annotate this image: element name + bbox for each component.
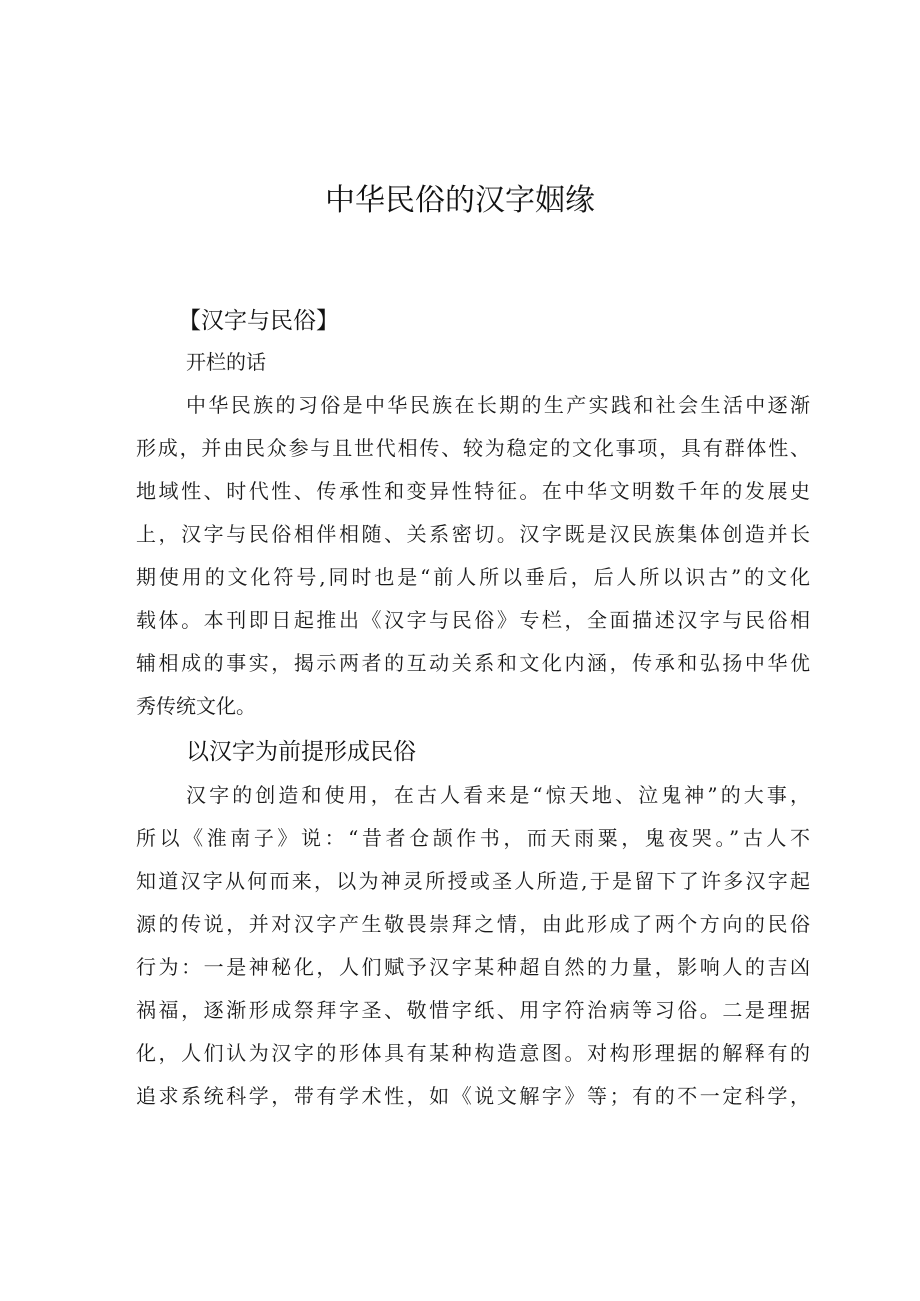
paragraph-1-line: 中华民族的习俗是中华民族在长期的生产实践和社会生活中逐渐: [186, 393, 810, 417]
paragraph-2-line: 追求系统科学，带有学术性，如《说文解字》等；有的不一定科学，: [136, 1084, 810, 1108]
paragraph-1-line: 秀传统文化。: [136, 694, 256, 718]
paragraph-2-line: 源的传说，并对汉字产生敬畏崇拜之情，由此形成了两个方向的民俗: [136, 912, 810, 936]
paragraph-1-line: 期使用的文化符号,同时也是“前人所以垂后，后人所以识古”的文化: [136, 565, 810, 589]
paragraph-1-line: 地域性、时代性、传承性和变异性特征。在中华文明数千年的发展史: [136, 479, 810, 503]
paragraph-2-line: 汉字的创造和使用，在古人看来是“惊天地、泣鬼神”的大事，: [186, 783, 810, 807]
paragraph-2-line: 知道汉字从何而来，以为神灵所授或圣人所造,于是留下了许多汉字起: [136, 869, 810, 893]
section-heading: 【汉字与民俗】: [178, 308, 339, 334]
paragraph-1-line: 形成，并由民众参与且世代相传、较为稳定的文化事项，具有群体性、: [136, 436, 810, 460]
paragraph-1-line: 辅相成的事实，揭示两者的互动关系和文化内涵，传承和弘扬中华优: [136, 651, 810, 675]
paragraph-2-line: 化，人们认为汉字的形体具有某种构造意图。对构形理据的解释有的: [136, 1041, 810, 1065]
paragraph-2-line: 祸福，逐渐形成祭拜字圣、敬惜字纸、用字符治病等习俗。二是理据: [136, 998, 810, 1022]
paragraph-1-line: 上，汉字与民俗相伴相随、关系密切。汉字既是汉民族集体创造并长: [136, 522, 810, 546]
paragraph-1-line: 载体。本刊即日起推出《汉字与民俗》专栏，全面描述汉字与民俗相: [136, 608, 810, 632]
paragraph-2-line: 行为：一是神秘化，人们赋予汉字某种超自然的力量，影响人的吉凶: [136, 955, 810, 979]
paragraph-2-line: 所以《淮南子》说：“昔者仓颉作书，而天雨粟，鬼夜哭。”古人不: [136, 826, 810, 850]
column-intro: 开栏的话: [186, 350, 266, 374]
document-title: 中华民俗的汉字姻缘: [325, 183, 595, 218]
subheading: 以汉字为前提形成民俗: [186, 739, 416, 765]
